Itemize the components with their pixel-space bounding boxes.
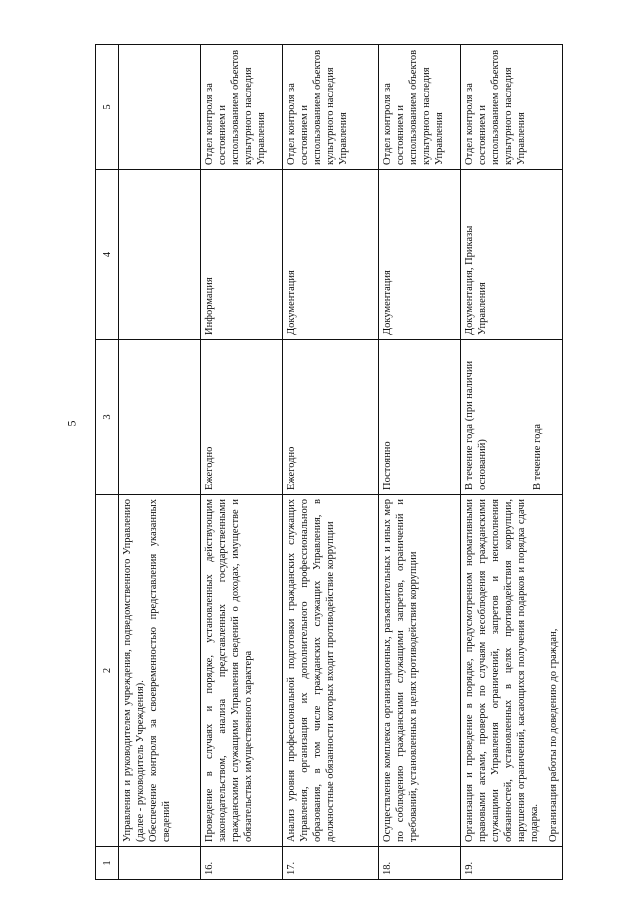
row-number: 19. (461, 847, 563, 880)
header-col-2: 2 (96, 495, 119, 847)
term-cell: Ежегодно (283, 340, 379, 495)
row-number: 18. (379, 847, 461, 880)
table-row (119, 45, 201, 880)
term-cell: Постоянно (379, 340, 461, 495)
document-cell: Документация (379, 170, 461, 340)
term-cell (119, 340, 201, 495)
term-text: В течение года (при наличии оснований) (464, 360, 488, 490)
header-col-5: 5 (96, 45, 119, 170)
measure-text-part: Организация и проведение в порядке, предусмотренном нормативными правовыми актами, проверок по случаям несоблюдения гражданскими служащими Управления ограничений, запретов и неисполнения обязанностей, установленных в целях противодействия коррупции, нарушения ограничений, касающихся получения подарков и порядка сдачи подарка. (464, 499, 540, 842)
document-cell: Документация, Приказы Управления (461, 170, 563, 340)
table-row (283, 45, 379, 880)
responsible-cell: Отдел контроля за состоянием и использованием объектов культурного наследия Управления (283, 45, 379, 170)
row-number (119, 847, 201, 880)
document-cell: Информация (201, 170, 283, 340)
measure-text (461, 495, 563, 847)
header-col-4: 4 (96, 170, 119, 340)
header-row (96, 45, 119, 880)
measure-text: Анализ уровня профессиональной подготовки гражданских служащих Управления, организация их дополнительного профессионального образования, в том числе гражданских служащих Управления, в должностные обязанности которых входит противодействие коррупции (283, 495, 379, 847)
measure-text: Осуществление комплекса организационных, разъяснительных и иных мер по соблюдению гражданскими служащими запретов, ограничений и требований, установленных в целях противодействия коррупции (379, 495, 461, 847)
table-row (461, 45, 563, 880)
table-row (201, 45, 283, 880)
term-cell: Ежегодно (201, 340, 283, 495)
measures-table (95, 44, 563, 880)
measure-text: Проведение в случаях и порядке, установленных действующим законодательством, анализа представленных государственными гражданскими служащими Управления сведений о доходах, имуществе и обязательствах имущественного характера (201, 495, 283, 847)
measure-text-part: Обеспечение контроля за своевременностью представления указанных сведений (148, 499, 172, 842)
measure-text-part: Организация работы по доведению до граждан, (548, 628, 559, 842)
row-number: 16. (201, 847, 283, 880)
page-number: 5 (64, 420, 79, 427)
measure-text-part: Управления и руководителем учреждения, подведомственного Управлению (далее - руководитель Учреждения). (122, 499, 146, 842)
measure-text (119, 495, 201, 847)
document-cell: Документация (283, 170, 379, 340)
rotated-table-wrapper (95, 45, 559, 880)
responsible-cell: Отдел контроля за состоянием и использованием объектов культурного наследия Управления (201, 45, 283, 170)
term-text: В течение года (532, 423, 543, 490)
term-cell (461, 340, 563, 495)
header-col-1: 1 (96, 847, 119, 880)
responsible-cell (119, 45, 201, 170)
row-number: 17. (283, 847, 379, 880)
responsible-cell: Отдел контроля за состоянием и использованием объектов культурного наследия Управления (461, 45, 563, 170)
responsible-cell: Отдел контроля за состоянием и использованием объектов культурного наследия Управления (379, 45, 461, 170)
table-row (379, 45, 461, 880)
document-cell (119, 170, 201, 340)
header-col-3: 3 (96, 340, 119, 495)
